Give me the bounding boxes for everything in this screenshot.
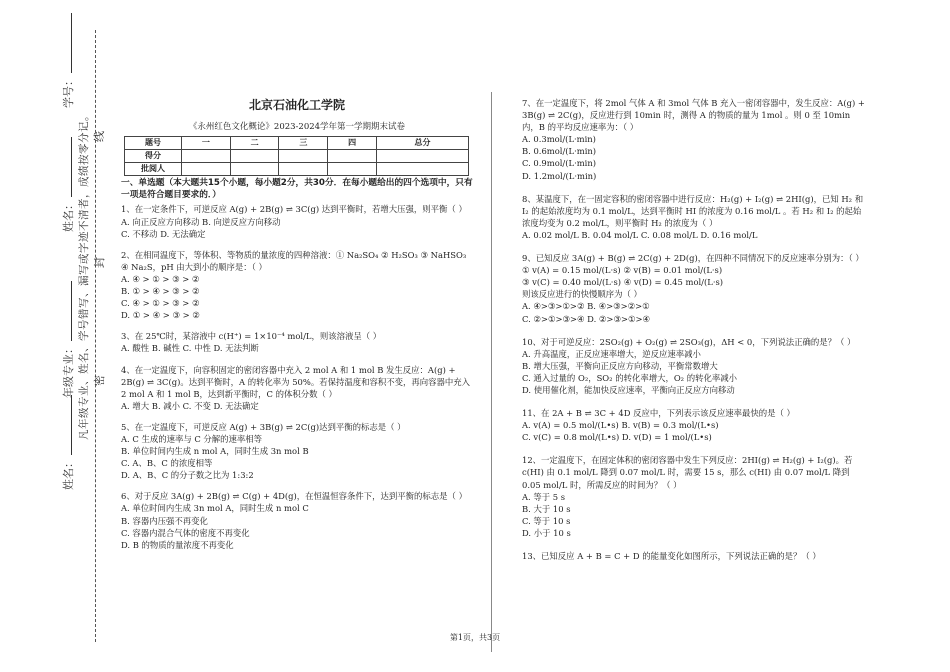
question-option: B. 容器内压强不再变化 — [121, 515, 208, 526]
question-option: B. 0.6mol/(L·min) — [522, 146, 597, 157]
question — [522, 193, 867, 241]
grade-major-label: 年级专业： — [60, 281, 76, 398]
left-column — [121, 97, 473, 551]
question-stem: 7、在一定温度下，将 2mol 气体 A 和 3mol 气体 B 充入一密闭容器中，发生反应：A(g) + 3B(g) ⇌ 2C(g)，反应进行到 10min 时，测得 A 的物质的量为 1mol 。则 0 至 10min 内，B 的平均反应速率为：（ ） — [522, 98, 865, 133]
question — [522, 252, 867, 325]
question-option: A. C 生成的速率与 C 分解的速率相等 — [121, 433, 263, 444]
question-list — [121, 203, 473, 550]
question — [121, 421, 473, 481]
question — [121, 364, 473, 412]
question-option: D. ① > ④ > ③ > ② — [121, 310, 200, 321]
question-option: C. v(C) = 0.8 mol/(L•s) D. v(D) = 1 mol/(L•s) — [522, 432, 712, 443]
school-name-label: 姓名： — [60, 395, 76, 490]
question-option: B. 增大压强，平衡向正反应方向移动，平衡常数增大 — [522, 360, 718, 371]
question-option: C. ②>①>③>④ D. ②>③>①>④ — [522, 313, 651, 324]
binding-notice: 凡年级专业、姓名、学号错写、漏写或字迹不清者，成绩按零分记。 — [78, 110, 90, 440]
question-option: C. 0.9mol/(L·min) — [522, 158, 597, 169]
question-stem: 4、在一定温度下，向容积固定的密闭容器中充入 2 mol A 和 1 mol B 发生反应：A(g) + 2B(g) ⇌ 3C(g)。达到平衡时，A 的转化率为 50%。若保持温度和容积不变，再向容器中充入 2 mol A 和 1 mol B，达到新平衡时，C 的体积分数（ ） — [121, 364, 470, 399]
question-option: B. ① > ④ > ③ > ② — [121, 286, 200, 297]
score-table-header-row: 题号 一 二 三 四 总分 — [125, 137, 469, 150]
question-option: C. 容器内混合气体的密度不再变化 — [121, 527, 250, 538]
name-label: 姓名： — [60, 137, 76, 232]
score-table — [124, 136, 469, 176]
question-option: ③ v(C) = 0.40 mol/(L·s) ④ v(D) = 0.45 mol/(L·s) — [522, 277, 724, 288]
question — [522, 97, 867, 182]
question-stem: 3、在 25℃时，某溶液中 c(H⁺) = 1×10⁻⁴ mol/L，则该溶液呈（ ） — [121, 331, 382, 342]
question-option: A. 酸性 B. 碱性 C. 中性 D. 无法判断 — [121, 343, 259, 354]
seal-char-xian: 线 — [93, 131, 106, 142]
page-footer: 第1页，共3页 — [449, 633, 501, 642]
question-option: C. ④ > ① > ③ > ② — [121, 298, 200, 309]
question-stem: 1、在一定条件下，可逆反应 A(g) + 2B(g) ⇌ 3C(g) 达到平衡时，若增大压强，则平衡（ ） — [121, 204, 467, 215]
question-stem: 11、在 2A + B ⇌ 3C + 4D 反应中，下列表示该反应速率最快的是（ ） — [522, 408, 795, 419]
question-option: A. v(A) = 0.5 mol/(L•s) B. v(B) = 0.3 mol/(L•s) — [522, 420, 719, 431]
question-option: C. 等于 10 s — [522, 515, 571, 526]
question — [121, 490, 473, 550]
question — [522, 407, 867, 443]
question-option: A. 向正反应方向移动 B. 向逆反应方向移动 — [121, 216, 281, 227]
question-option: D. A、B、C 的分子数之比为 1:3:2 — [121, 470, 254, 481]
question-option: A. 0.3mol/(L·min) — [522, 134, 596, 145]
exam-subtitle: 《永州红色文化概论》2023-2024学年第一学期期末试卷 — [188, 122, 406, 133]
question-option: B. 单位时间内生成 n mol A，同时生成 3n mol B — [121, 446, 309, 457]
question-option: D. 使用催化剂，能加快反应速率，平衡向正反应方向移动 — [522, 384, 735, 395]
question-option: A. 等于 5 s — [522, 491, 566, 502]
question — [121, 330, 473, 354]
question — [522, 454, 867, 539]
question-stem: 5、在一定温度下，可逆反应 A(g) + 3B(g) ⇌ 2C(g)达到平衡的标志是（ ） — [121, 421, 406, 432]
question-option: D. B 的物质的量浓度不再变化 — [121, 539, 234, 550]
question — [522, 550, 867, 562]
school-title: 北京石油化工学院 — [248, 98, 345, 112]
question-option: C. 不移动 D. 无法确定 — [121, 228, 206, 239]
question — [121, 203, 473, 239]
question-option: A. 增大 B. 减小 C. 不变 D. 无法确定 — [121, 400, 259, 411]
question-option: A. ④ > ① > ③ > ② — [121, 273, 200, 284]
section-heading: 一、单选题（本大题共15个小题，每小题2分，共30分．在每小题给出的四个选项中，只有一项是符合题目要求的．） — [121, 178, 473, 201]
question-option: C. A、B、C 的浓度相等 — [121, 458, 213, 469]
question-stem: 6、对于反应 3A(g) + 2B(g) ⇌ C(g) + 4D(g)，在恒温恒容条件下，达到平衡的标志是（ ） — [121, 491, 467, 502]
question-option: 则该反应进行的快慢顺序为（ ） — [522, 289, 642, 300]
seal-char-feng: 封 — [93, 257, 106, 268]
question-stem: 2、在相同温度下，等体积、等物质的量浓度的四种溶液：① Na₂SO₄ ② H₂SO₃ ③ NaHSO₃ ④ Na₂S，pH 由大到小的顺序是：（ ） — [121, 249, 467, 272]
score-table-row: 批阅人 — [125, 163, 469, 176]
question-stem: 9、已知反应 3A(g) + B(g) ⇌ 2C(g) + 2D(g)，在四种不同情况下的反应速率分别为：（ ） — [522, 253, 864, 264]
question-stem: 8、某温度下，在一固定容积的密闭容器中进行反应：H₂(g) + I₂(g) ⇌ 2HI(g)，已知 H₂ 和 I₂ 的起始浓度均为 0.1 mol/L，达到平衡时 HI 的浓度为 0.16 mol/L 。若 H₂ 和 I₂ 的起始浓度均变为 0.2 mol/L，则平衡时 H₂ 的浓度为（ ） — [522, 193, 864, 228]
question-option: ① v(A) = 0.15 mol/(L·s) ② v(B) = 0.01 mol/(L·s) — [522, 265, 723, 276]
binding-dashed-line — [95, 30, 96, 642]
student-id-label: 学号： — [60, 13, 76, 108]
question-stem: 13、已知反应 A + B = C + D 的能量变化如图所示，下列说法正确的是？（ ） — [522, 551, 821, 561]
question-option: A. ④>③>①>② B. ④>③>②>① — [522, 301, 650, 312]
question-list — [522, 97, 867, 562]
question-option: B. 大于 10 s — [522, 503, 571, 514]
question — [522, 336, 867, 396]
question-option: D. 小于 10 s — [522, 527, 571, 538]
question-option: C. 通入过量的 O₂，SO₂ 的转化率增大，O₂ 的转化率减小 — [522, 372, 737, 383]
score-table-row: 得分 — [125, 150, 469, 163]
seal-char-mi: 密 — [93, 375, 106, 386]
right-column — [522, 97, 867, 562]
question-option: A. 单位时间内生成 3n mol A，同时生成 n mol C — [121, 503, 309, 514]
question-stem: 12、一定温度下，在固定体积的密闭容器中发生下列反应：2HI(g) ⇌ H₂(g) + I₂(g)。若 c(HI) 由 0.1 mol/L 降到 0.07 mol/L 时，需要 15 s，那么 c(HI) 由 0.07 mol/L 降到 0.05 mol/L 时，所需反应的时间为？（ ） — [522, 455, 853, 490]
question-option: D. 1.2mol/(L·min) — [522, 170, 597, 181]
question-option: A. 升高温度，正反应速率增大，逆反应速率减小 — [522, 348, 701, 359]
column-divider — [491, 92, 492, 652]
question-stem: 10、对于可逆反应：2SO₂(g) + O₂(g) ⇌ 2SO₃(g)，ΔH < 0，下列说法正确的是？（ ） — [522, 336, 856, 347]
question-option: A. 0.02 mol/L B. 0.04 mol/L C. 0.08 mol/L D. 0.16 mol/L — [522, 229, 758, 240]
question — [121, 249, 473, 322]
